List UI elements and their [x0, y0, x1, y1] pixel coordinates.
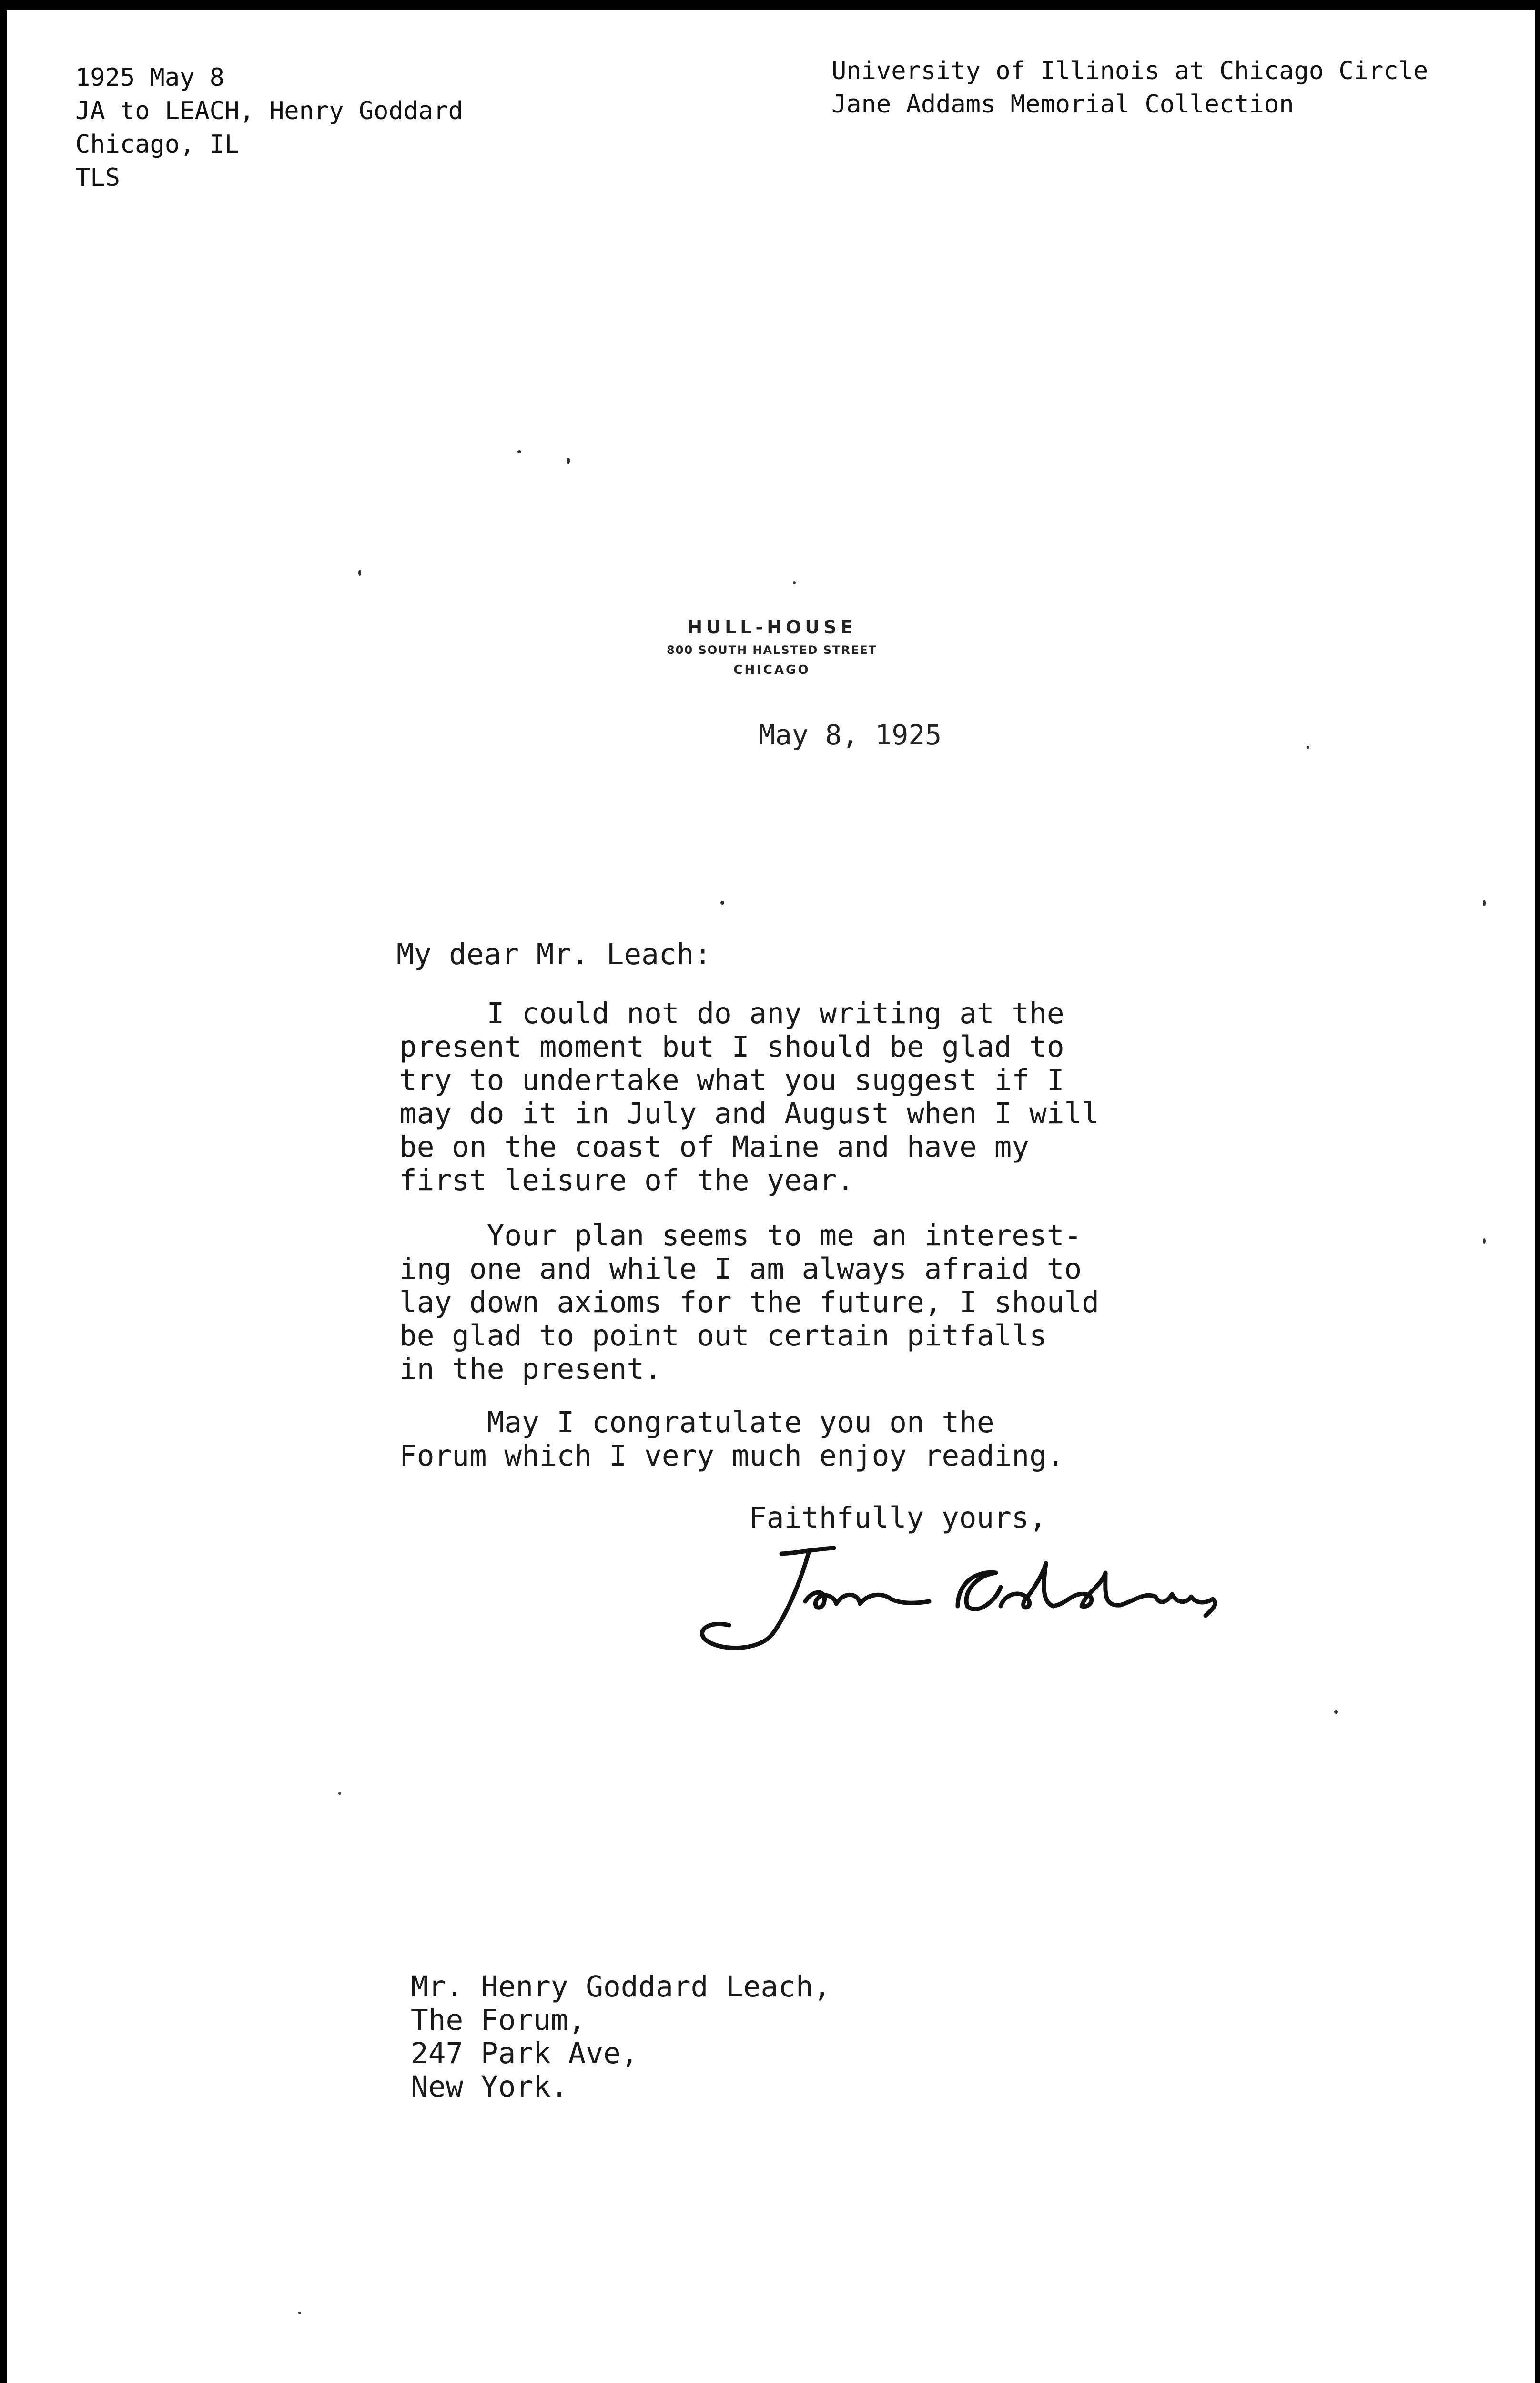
scan-speck	[1307, 746, 1309, 749]
paragraph-3	[399, 1406, 1064, 1473]
paragraph-line: be glad to point out certain pitfalls	[399, 1319, 1047, 1353]
paragraph-line: first leisure of the year.	[399, 1163, 854, 1197]
paragraph-2	[399, 1219, 1099, 1386]
letterhead-name: HULL-HOUSE	[687, 617, 857, 638]
letterhead	[638, 614, 905, 681]
paragraph-line: Your plan seems to me an interest-	[399, 1219, 1082, 1253]
archive-note-line: 1925 May 8	[75, 63, 225, 92]
scan-speck	[720, 901, 724, 905]
archive-note-line: TLS	[75, 163, 120, 192]
letter-date: May 8, 1925	[759, 719, 942, 751]
address-line: The Forum,	[411, 2003, 586, 2037]
paragraph-1	[399, 997, 1099, 1197]
paragraph-line: in the present.	[399, 1352, 662, 1386]
archive-note	[75, 61, 463, 194]
paragraph-line: try to undertake what you suggest if I	[399, 1063, 1064, 1097]
address-line: Mr. Henry Goddard Leach,	[411, 1970, 831, 2004]
address-line: New York.	[411, 2070, 568, 2104]
archive-note-line: JA to LEACH, Henry Goddard	[75, 97, 463, 125]
paragraph-line: may do it in July and August when I will	[399, 1097, 1100, 1130]
scan-speck	[517, 450, 521, 453]
scan-speck	[338, 1792, 341, 1795]
address-line: 247 Park Ave,	[411, 2037, 638, 2070]
paragraph-line: May I congratulate you on the	[399, 1405, 994, 1439]
paragraph-line: be on the coast of Maine and have my	[399, 1130, 1030, 1164]
scan-speck	[567, 458, 570, 464]
letterhead-street: 800 SOUTH HALSTED STREET	[666, 643, 878, 657]
closing: Faithfully yours,	[749, 1501, 1047, 1535]
scan-speck	[298, 2312, 301, 2314]
collection-line: University of Illinois at Chicago Circle	[831, 57, 1429, 85]
scan-speck	[1483, 1238, 1486, 1244]
signature	[691, 1544, 1263, 1654]
scan-speck	[793, 581, 796, 584]
salutation: My dear Mr. Leach:	[396, 937, 712, 971]
archive-note-line: Chicago, IL	[75, 130, 240, 159]
scan-speck	[358, 570, 361, 576]
scan-speck	[1483, 900, 1486, 906]
paragraph-line: Forum which I very much enjoy reading.	[399, 1439, 1064, 1473]
scan-speck	[1334, 1710, 1338, 1714]
letterhead-city: CHICAGO	[733, 663, 811, 677]
collection-note	[831, 54, 1428, 121]
paragraph-line: ing one and while I am always afraid to	[399, 1252, 1082, 1286]
paragraph-line: I could not do any writing at the	[399, 997, 1064, 1030]
paragraph-line: lay down axioms for the future, I should	[399, 1285, 1100, 1319]
paragraph-line: present moment but I should be glad to	[399, 1030, 1064, 1064]
collection-line: Jane Addams Memorial Collection	[831, 90, 1294, 119]
recipient-address	[411, 1970, 831, 2104]
